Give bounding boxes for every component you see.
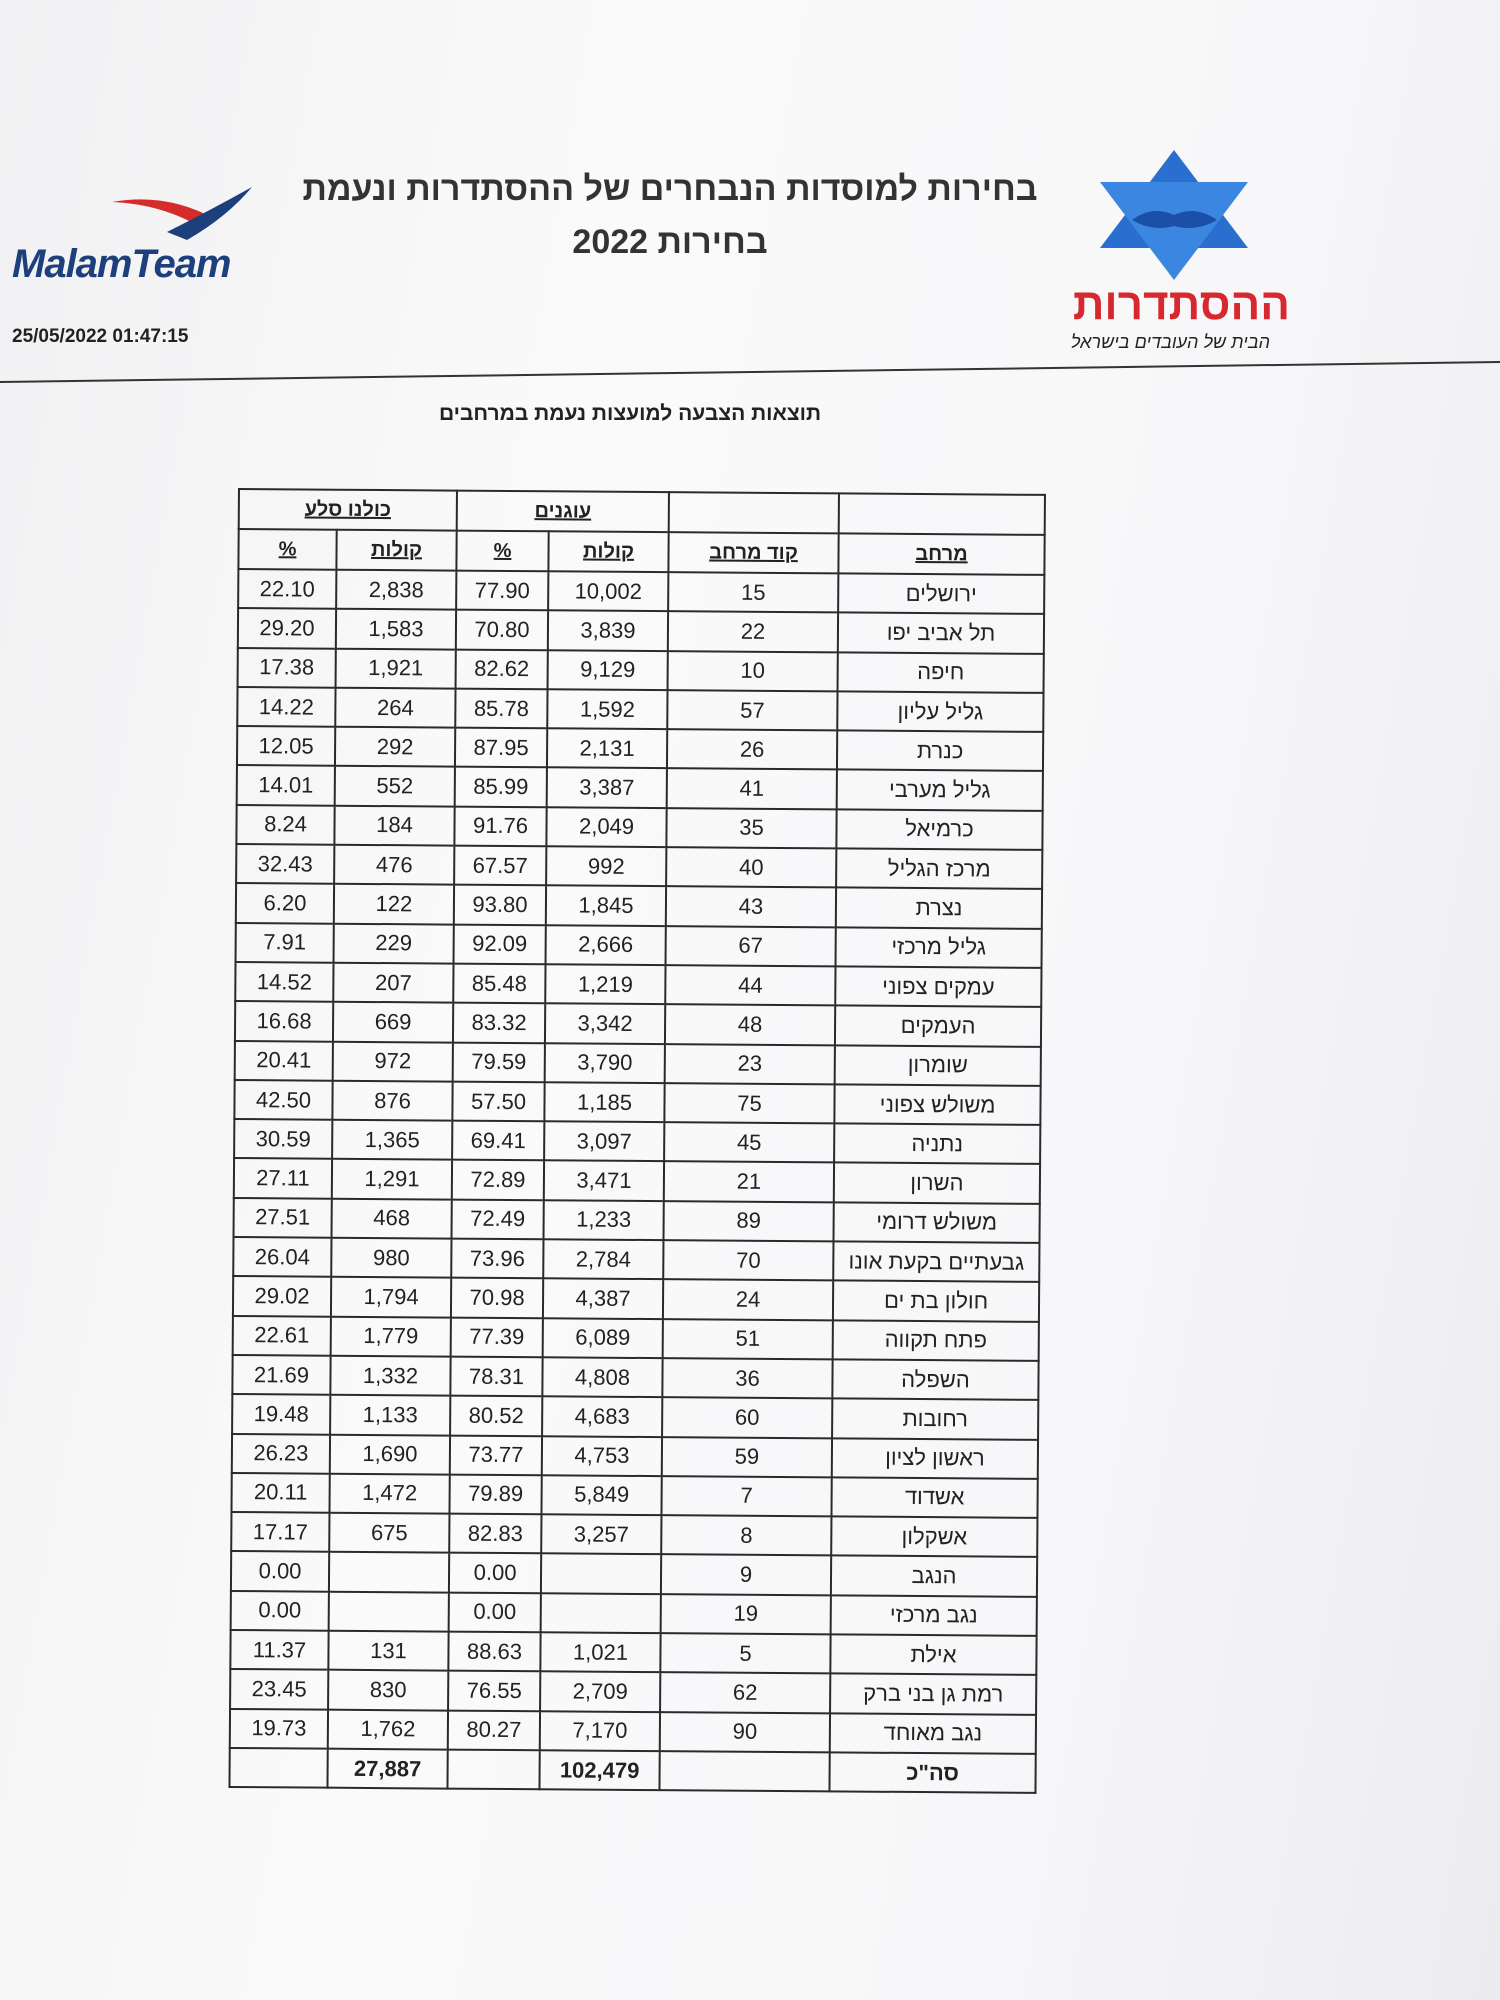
cell-region: ראשון לציון: [832, 1438, 1038, 1479]
cell-oganim-pct: 85.78: [455, 688, 547, 728]
cell-region: אשדוד: [832, 1477, 1038, 1518]
cell-kulanu-votes: 264: [335, 688, 455, 728]
table-row: [234, 1119, 1040, 1164]
cell-oganim-pct: 85.99: [455, 767, 547, 807]
total-code-cell: [659, 1751, 829, 1792]
cell-oganim-pct: 82.62: [456, 649, 548, 689]
cell-code: 9: [661, 1555, 831, 1596]
table-row: [230, 1709, 1036, 1754]
cell-oganim-pct: 85.48: [453, 964, 545, 1004]
cell-code: 59: [662, 1437, 832, 1478]
cell-oganim-votes: 2,709: [540, 1672, 660, 1712]
empty-header-cell: [669, 492, 839, 533]
cell-region: גבעתיים בקעת אונו: [833, 1241, 1039, 1282]
cell-region: השפלה: [832, 1359, 1038, 1400]
cell-oganim-pct: 57.50: [452, 1081, 544, 1121]
cell-oganim-votes: [541, 1554, 661, 1594]
cell-kulanu-pct: 8.24: [236, 805, 334, 845]
cell-oganim-pct: 76.55: [448, 1671, 540, 1711]
cell-region: השרון: [834, 1163, 1040, 1204]
cell-kulanu-pct: 6.20: [236, 883, 334, 923]
cell-oganim-votes: 9,129: [548, 650, 668, 690]
cell-kulanu-votes: [329, 1591, 449, 1631]
cell-kulanu-votes: 229: [334, 923, 454, 963]
cell-oganim-pct: 78.31: [450, 1357, 542, 1397]
cell-region: רמת גן בני ברק: [830, 1674, 1036, 1715]
cell-kulanu-votes: 1,921: [336, 648, 456, 688]
total-oganim-pct: [447, 1749, 539, 1789]
cell-region: נגב מאוחד: [830, 1713, 1036, 1754]
cell-region: פתח תקווה: [833, 1320, 1039, 1361]
cell-region: נצרת: [836, 888, 1042, 929]
cell-region: העמקים: [835, 1006, 1041, 1047]
cell-oganim-pct: 0.00: [449, 1592, 541, 1632]
table-row: [230, 1669, 1036, 1714]
table-row: [233, 1237, 1039, 1282]
table-row: [238, 648, 1044, 693]
cell-kulanu-votes: 1,779: [331, 1316, 451, 1356]
cell-region: נגב מרכזי: [831, 1595, 1037, 1636]
total-label: סה"כ: [829, 1752, 1035, 1793]
cell-region: נתניה: [834, 1124, 1040, 1165]
cell-region: כרמיאל: [836, 809, 1042, 850]
document-title: [280, 170, 1060, 262]
cell-kulanu-votes: [329, 1552, 449, 1592]
table-column-header-row: [238, 529, 1044, 575]
table-group-header-row: [239, 489, 1045, 535]
col-header-kulanu-votes: קולות: [336, 530, 456, 571]
cell-region: אילת: [830, 1634, 1036, 1675]
cell-kulanu-pct: 22.61: [233, 1316, 331, 1356]
cell-code: 7: [662, 1476, 832, 1517]
empty-header-cell: [839, 493, 1045, 535]
cell-kulanu-pct: 22.10: [238, 569, 336, 609]
cell-code: 48: [665, 1004, 835, 1045]
cell-code: 41: [667, 769, 837, 810]
table-row: [238, 608, 1044, 653]
title-line-2: בחירות 2022: [572, 223, 768, 261]
cell-oganim-votes: 1,233: [544, 1200, 664, 1240]
cell-oganim-votes: 4,753: [542, 1436, 662, 1476]
cell-kulanu-pct: 0.00: [231, 1591, 329, 1631]
cell-oganim-pct: 0.00: [449, 1553, 541, 1593]
cell-region: הנגב: [831, 1556, 1037, 1597]
table-row: [238, 569, 1044, 614]
cell-kulanu-pct: 20.41: [235, 1041, 333, 1081]
cell-code: 62: [660, 1672, 830, 1713]
col-header-kulanu-pct: %: [238, 529, 336, 570]
cell-oganim-votes: 2,131: [547, 728, 667, 768]
cell-oganim-pct: 79.59: [453, 1042, 545, 1082]
cell-code: 89: [664, 1201, 834, 1242]
cell-region: אשקלון: [831, 1517, 1037, 1558]
cell-kulanu-votes: 1,583: [336, 609, 456, 649]
group-header-oganim: עוגנים: [457, 491, 669, 533]
cell-region: עמקים צפוני: [835, 966, 1041, 1007]
table-row: [236, 883, 1042, 928]
cell-kulanu-votes: 1,762: [328, 1709, 448, 1749]
malam-team-logo: [12, 182, 292, 292]
table-row: [234, 1198, 1040, 1243]
cell-kulanu-votes: 1,291: [332, 1159, 452, 1199]
table-row: [231, 1512, 1037, 1557]
cell-code: 60: [662, 1397, 832, 1438]
cell-oganim-pct: 69.41: [452, 1121, 544, 1161]
cell-code: 15: [668, 572, 838, 613]
cell-oganim-votes: 4,387: [543, 1279, 663, 1319]
cell-kulanu-pct: 30.59: [234, 1119, 332, 1159]
cell-oganim-pct: 79.89: [450, 1474, 542, 1514]
cell-code: 45: [664, 1122, 834, 1163]
table-row: [232, 1434, 1038, 1479]
table-row: [236, 923, 1042, 968]
cell-oganim-votes: 1,021: [540, 1632, 660, 1672]
cell-kulanu-pct: 23.45: [230, 1669, 328, 1709]
cell-oganim-votes: [541, 1593, 661, 1633]
cell-code: 23: [665, 1044, 835, 1085]
cell-kulanu-votes: 184: [334, 805, 454, 845]
cell-code: 10: [668, 651, 838, 692]
cell-oganim-pct: 73.77: [450, 1435, 542, 1475]
total-kulanu-pct: [229, 1748, 327, 1788]
table-row: [235, 1001, 1041, 1046]
cell-kulanu-pct: 0.00: [231, 1551, 329, 1591]
cell-kulanu-votes: 131: [328, 1631, 448, 1671]
table-row: [231, 1551, 1037, 1596]
cell-region: כנרת: [837, 731, 1043, 772]
cell-kulanu-pct: 19.48: [232, 1394, 330, 1434]
cell-region: מרכז הגליל: [836, 848, 1042, 889]
title-line-1: בחירות למוסדות הנבחרים של ההסתדרות ונעמת: [302, 170, 1038, 208]
cell-kulanu-pct: 11.37: [230, 1630, 328, 1670]
cell-oganim-votes: 5,849: [542, 1475, 662, 1515]
cell-oganim-pct: 67.57: [454, 846, 546, 886]
cell-oganim-votes: 6,089: [543, 1318, 663, 1358]
cell-oganim-votes: 3,387: [547, 768, 667, 808]
cell-code: 75: [664, 1083, 834, 1124]
cell-oganim-votes: 3,839: [548, 611, 668, 651]
cell-code: 22: [668, 611, 838, 652]
table-subtitle: תוצאות הצבעה למועצות נעמת במרחבים: [438, 402, 822, 425]
cell-kulanu-votes: 876: [332, 1081, 452, 1121]
cell-kulanu-pct: 27.51: [234, 1198, 332, 1238]
cell-oganim-votes: 3,342: [545, 1004, 665, 1044]
table-row: [230, 1630, 1036, 1675]
cell-kulanu-pct: 17.38: [238, 648, 336, 688]
cell-oganim-votes: 1,845: [546, 886, 666, 926]
cell-region: משולש צפוני: [834, 1084, 1040, 1125]
cell-code: 67: [666, 926, 836, 967]
col-header-region: מרחב: [838, 533, 1044, 575]
cell-oganim-votes: 2,666: [546, 925, 666, 965]
total-oganim-votes: 102,479: [539, 1750, 659, 1790]
cell-oganim-votes: 3,097: [544, 1121, 664, 1161]
table-row: [232, 1355, 1038, 1400]
results-table: [228, 488, 1046, 1794]
table-row: [234, 1158, 1040, 1203]
cell-oganim-pct: 70.98: [451, 1278, 543, 1318]
cell-oganim-pct: 80.27: [448, 1710, 540, 1750]
histadrut-tagline: הבית של העובדים בישראל: [1070, 332, 1270, 352]
table-row: [234, 1080, 1040, 1125]
table-row: [237, 687, 1043, 732]
cell-kulanu-votes: 552: [335, 766, 455, 806]
cell-kulanu-pct: 19.73: [230, 1709, 328, 1749]
cell-oganim-pct: 72.49: [452, 1199, 544, 1239]
cell-kulanu-votes: 669: [333, 1002, 453, 1042]
cell-oganim-votes: 1,592: [547, 689, 667, 729]
cell-oganim-pct: 93.80: [454, 885, 546, 925]
cell-region: ירושלים: [838, 573, 1044, 614]
report-timestamp: 25/05/2022 01:47:15: [12, 326, 189, 347]
table-body: [230, 569, 1045, 1754]
histadrut-logo: [1050, 150, 1300, 360]
cell-oganim-pct: 83.32: [453, 1003, 545, 1043]
cell-kulanu-pct: 26.23: [232, 1434, 330, 1474]
cell-kulanu-votes: 1,332: [330, 1356, 450, 1396]
cell-code: 44: [665, 965, 835, 1006]
cell-code: 5: [660, 1633, 830, 1674]
cell-kulanu-pct: 29.02: [233, 1276, 331, 1316]
cell-region: גליל מערבי: [837, 770, 1043, 811]
table-row: [235, 962, 1041, 1007]
cell-kulanu-pct: 16.68: [235, 1001, 333, 1041]
cell-oganim-pct: 80.52: [450, 1396, 542, 1436]
cell-oganim-pct: 72.89: [452, 1160, 544, 1200]
cell-kulanu-pct: 12.05: [237, 726, 335, 766]
cell-oganim-pct: 70.80: [456, 610, 548, 650]
table-row: [235, 1041, 1041, 1086]
cell-kulanu-votes: 1,133: [330, 1395, 450, 1435]
cell-oganim-votes: 7,170: [540, 1711, 660, 1751]
cell-region: תל אביב יפו: [838, 613, 1044, 654]
header-divider: [0, 360, 1500, 386]
cell-kulanu-votes: 122: [334, 884, 454, 924]
cell-oganim-votes: 2,049: [546, 807, 666, 847]
cell-kulanu-pct: 32.43: [236, 844, 334, 884]
table-row: [233, 1316, 1039, 1361]
table-row: [237, 765, 1043, 810]
cell-kulanu-pct: 29.20: [238, 608, 336, 648]
cell-oganim-votes: 3,790: [545, 1043, 665, 1083]
cell-oganim-votes: 2,784: [543, 1239, 663, 1279]
cell-region: גליל מרכזי: [836, 927, 1042, 968]
cell-kulanu-pct: 17.17: [231, 1512, 329, 1552]
cell-kulanu-pct: 27.11: [234, 1158, 332, 1198]
cell-code: 43: [666, 887, 836, 928]
cell-kulanu-pct: 42.50: [234, 1080, 332, 1120]
col-header-oganim-pct: %: [456, 531, 548, 572]
table-row: [237, 726, 1043, 771]
cell-oganim-votes: 3,257: [541, 1514, 661, 1554]
cell-region: חיפה: [838, 652, 1044, 693]
cell-oganim-pct: 91.76: [454, 806, 546, 846]
cell-oganim-pct: 87.95: [455, 728, 547, 768]
cell-oganim-pct: 77.39: [451, 1317, 543, 1357]
total-row: [229, 1748, 1035, 1793]
cell-kulanu-votes: 980: [331, 1238, 451, 1278]
cell-kulanu-pct: 14.52: [235, 962, 333, 1002]
cell-code: 19: [661, 1594, 831, 1635]
cell-code: 90: [660, 1712, 830, 1753]
cell-region: גליל עליון: [837, 691, 1043, 732]
cell-code: 21: [664, 1162, 834, 1203]
cell-kulanu-votes: 2,838: [336, 570, 456, 610]
cell-code: 70: [663, 1240, 833, 1281]
cell-oganim-votes: 992: [546, 846, 666, 886]
table-row: [236, 805, 1042, 850]
cell-code: 24: [663, 1279, 833, 1320]
cell-kulanu-votes: 1,794: [331, 1277, 451, 1317]
cell-region: חולון בת ים: [833, 1281, 1039, 1322]
table-row: [236, 844, 1042, 889]
cell-code: 35: [666, 808, 836, 849]
cell-kulanu-votes: 972: [333, 1041, 453, 1081]
cell-kulanu-votes: 1,690: [330, 1434, 450, 1474]
malam-logo-wordmark: MalamTeam: [12, 242, 231, 286]
cell-code: 8: [661, 1515, 831, 1556]
cell-kulanu-votes: 207: [333, 963, 453, 1003]
cell-kulanu-votes: 476: [334, 845, 454, 885]
histadrut-wordmark: ההסתדרות: [1072, 280, 1290, 329]
cell-kulanu-votes: 675: [329, 1513, 449, 1553]
cell-kulanu-votes: 468: [332, 1198, 452, 1238]
cell-oganim-pct: 88.63: [448, 1632, 540, 1672]
table-row: [231, 1473, 1037, 1518]
cell-oganim-votes: 4,683: [542, 1396, 662, 1436]
cell-oganim-votes: 1,219: [545, 964, 665, 1004]
group-header-kulanu: כולנו סלע: [239, 489, 457, 531]
cell-region: שומרון: [835, 1045, 1041, 1086]
cell-oganim-votes: 1,185: [544, 1082, 664, 1122]
total-kulanu-votes: 27,887: [327, 1749, 447, 1789]
cell-code: 51: [663, 1319, 833, 1360]
star-of-david-handshake-icon: [1092, 150, 1257, 280]
cell-oganim-pct: 77.90: [456, 571, 548, 611]
table-row: [231, 1591, 1037, 1636]
col-header-oganim-votes: קולות: [548, 531, 668, 572]
cell-region: רחובות: [832, 1399, 1038, 1440]
cell-oganim-pct: 82.83: [449, 1514, 541, 1554]
cell-oganim-votes: 3,471: [544, 1161, 664, 1201]
cell-code: 57: [667, 690, 837, 731]
cell-kulanu-votes: 1,472: [330, 1474, 450, 1514]
cell-region: משולש דרומי: [834, 1202, 1040, 1243]
cell-oganim-pct: 92.09: [454, 924, 546, 964]
cell-kulanu-pct: 26.04: [233, 1237, 331, 1277]
cell-oganim-votes: 10,002: [548, 571, 668, 611]
table-row: [232, 1394, 1038, 1439]
cell-code: 36: [662, 1358, 832, 1399]
cell-oganim-votes: 4,808: [542, 1357, 662, 1397]
cell-kulanu-votes: 292: [335, 727, 455, 767]
cell-kulanu-pct: 14.01: [237, 765, 335, 805]
cell-oganim-pct: 73.96: [451, 1239, 543, 1279]
malam-swoosh-icon: [107, 182, 257, 242]
table-row: [233, 1276, 1039, 1321]
cell-kulanu-pct: 20.11: [231, 1473, 329, 1513]
cell-kulanu-pct: 21.69: [232, 1355, 330, 1395]
cell-kulanu-pct: 7.91: [236, 923, 334, 963]
cell-kulanu-votes: 1,365: [332, 1120, 452, 1160]
cell-code: 40: [666, 847, 836, 888]
cell-code: 26: [667, 729, 837, 770]
cell-kulanu-votes: 830: [328, 1670, 448, 1710]
col-header-code: קוד מרחב: [668, 532, 838, 573]
cell-kulanu-pct: 14.22: [237, 687, 335, 727]
